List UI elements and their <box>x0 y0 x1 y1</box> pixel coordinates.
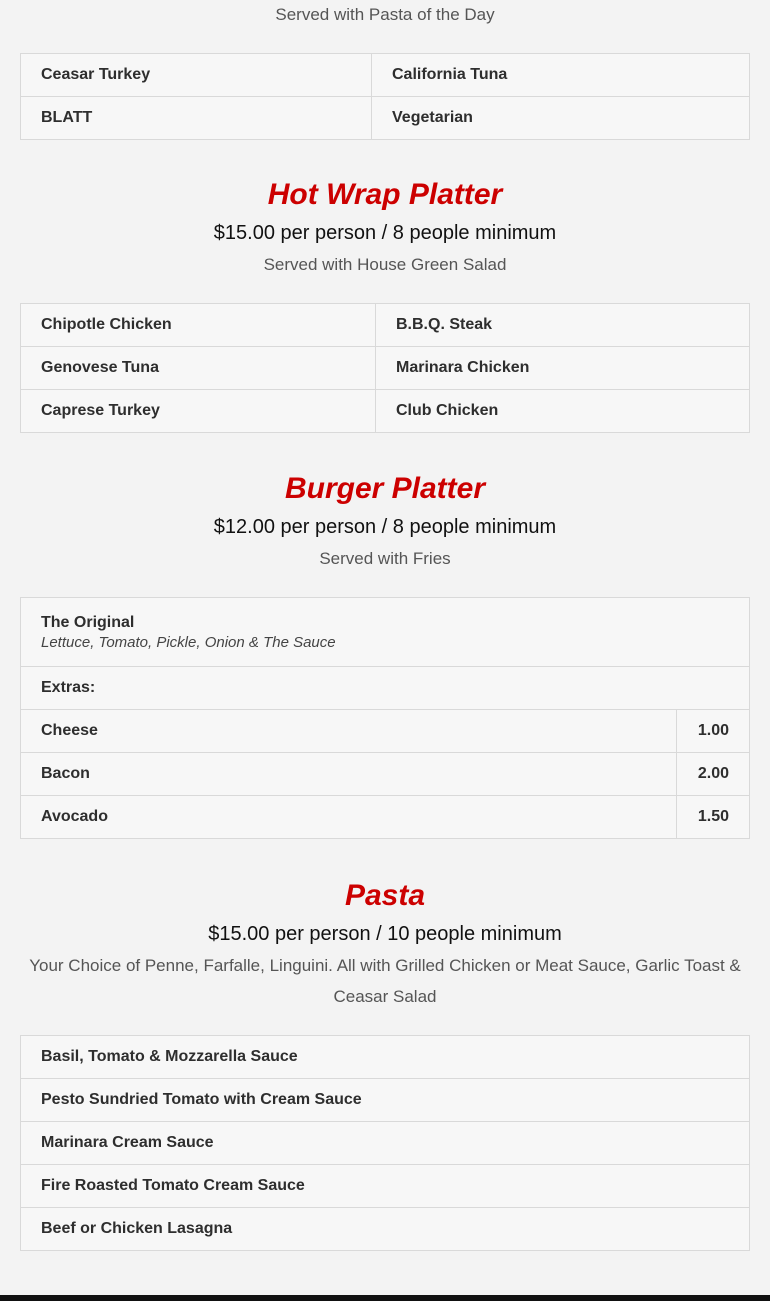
table-row <box>21 710 750 753</box>
menu-item: Fire Roasted Tomato Cream Sauce <box>21 1165 750 1208</box>
menu-item: Marinara Cream Sauce <box>21 1122 750 1165</box>
table-row <box>21 1165 750 1208</box>
table-row <box>21 1208 750 1251</box>
pasta-title: Pasta <box>344 879 426 912</box>
table-row <box>21 598 750 667</box>
table-row <box>21 753 750 796</box>
hot-wrap-note: Served with House Green Salad <box>263 255 507 274</box>
menu-item: Vegetarian <box>372 97 750 140</box>
menu-item: Club Chicken <box>376 390 750 433</box>
menu-item: Marinara Chicken <box>376 347 750 390</box>
menu-item: Beef or Chicken Lasagna <box>21 1208 750 1251</box>
table-row <box>21 390 750 433</box>
menu-item: Chipotle Chicken <box>21 304 376 347</box>
table-row <box>21 1122 750 1165</box>
cold-wrap-table <box>20 53 750 140</box>
table-row <box>21 796 750 839</box>
extra-item-name: Bacon <box>21 753 677 796</box>
table-row <box>21 304 750 347</box>
extra-item-price: 2.00 <box>677 753 750 796</box>
item-name: The Original <box>41 613 135 631</box>
extra-item-price: 1.00 <box>677 710 750 753</box>
pasta-price: $15.00 per person / 10 people minimum <box>208 923 562 945</box>
extra-item-name: Cheese <box>21 710 677 753</box>
menu-item: Caprese Turkey <box>21 390 376 433</box>
footer-bar <box>0 1295 770 1301</box>
menu-item: Ceasar Turkey <box>21 54 372 97</box>
menu-item: Pesto Sundried Tomato with Cream Sauce <box>21 1079 750 1122</box>
table-row <box>21 1079 750 1122</box>
menu-item: Genovese Tuna <box>21 347 376 390</box>
hot-wrap-table <box>20 303 750 433</box>
table-row <box>21 54 750 97</box>
menu-item: California Tuna <box>372 54 750 97</box>
hot-wrap-price: $15.00 per person / 8 people minimum <box>213 222 557 244</box>
burger-note: Served with Fries <box>319 549 451 568</box>
burger-title: Burger Platter <box>284 472 486 505</box>
menu-item: Basil, Tomato & Mozzarella Sauce <box>21 1036 750 1079</box>
table-row <box>21 347 750 390</box>
burger-table <box>20 597 750 839</box>
table-row <box>21 667 750 710</box>
item-description: Lettuce, Tomato, Pickle, Onion & The Sauce <box>41 633 336 651</box>
menu-item: BLATT <box>21 97 372 140</box>
pasta-table <box>20 1035 750 1251</box>
hot-wrap-title: Hot Wrap Platter <box>267 178 503 211</box>
extra-item-price: 1.50 <box>677 796 750 839</box>
table-row <box>21 97 750 140</box>
extras-label: Extras: <box>21 667 750 710</box>
menu-item: B.B.Q. Steak <box>376 304 750 347</box>
table-row <box>21 1036 750 1079</box>
menu-item-original <box>21 598 750 667</box>
extra-item-name: Avocado <box>21 796 677 839</box>
pasta-note: Your Choice of Penne, Farfalle, Linguini. All with Grilled Chicken or Meat Sauce, Garlic Toast & Ceasar Salad <box>29 956 741 1006</box>
cold-wrap-note: Served with Pasta of the Day <box>275 5 495 24</box>
burger-price: $12.00 per person / 8 people minimum <box>213 516 557 538</box>
